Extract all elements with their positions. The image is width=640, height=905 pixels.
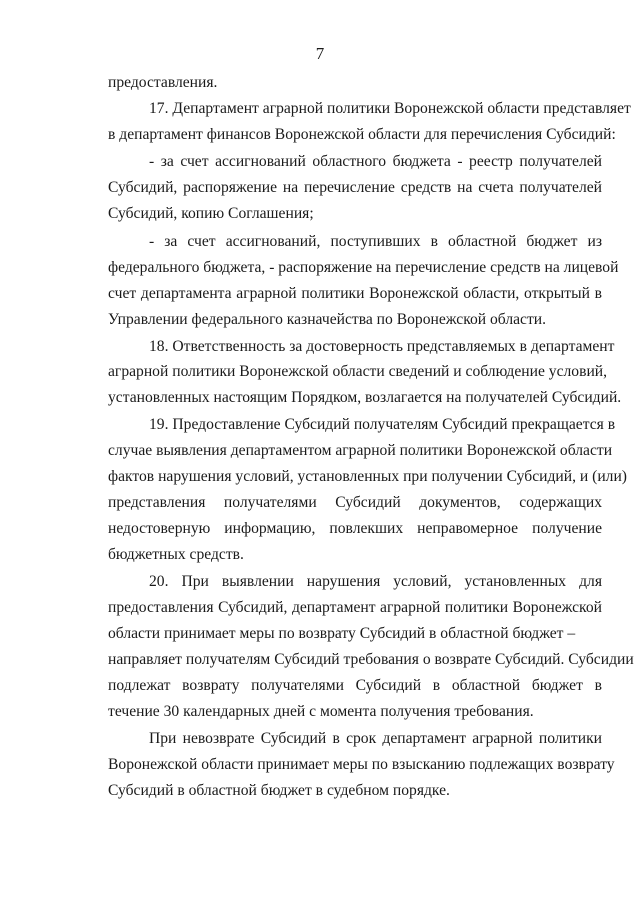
text-line: течение 30 календарных дней с момента получения требования. [108,703,534,720]
text-line: области принимает меры по возврату Субсидий в областной бюджет – [108,625,576,642]
text-line: установленных настоящим Порядком, возлагается на получателей Субсидий. [108,389,622,406]
bullet-item-line-1: - за счет ассигнований областного бюджета - реестр получателей [149,153,602,170]
paragraph-18-line-1: 18. Ответственность за достоверность представляемых в департамент [149,338,615,355]
paragraph-19-line-1: 19. Предоставление Субсидий получателям Субсидий прекращается в [149,416,616,433]
text-line: в департамент финансов Воронежской области для перечисления Субсидий: [108,126,616,143]
text-line: счет департамента аграрной политики Воронежской области, открытый в [108,285,602,302]
final-paragraph-line-1: При невозврате Субсидий в срок департамент аграрной политики [149,730,602,747]
text-line: Управлении федерального казначейства по Воронежской области. [108,311,547,328]
text-line: Субсидий, распоряжение на перечисление средств на счета получателей [108,179,602,196]
text-line: Субсидий, копию Соглашения; [108,205,314,222]
text-line: случае выявления департаментом аграрной политики Воронежской области [108,442,613,459]
text-line: Воронежской области принимает меры по взысканию подлежащих возврату [108,756,615,773]
page-number: 7 [315,44,325,63]
text-line: федерального бюджета, - распоряжение на перечисление средств на лицевой [108,259,619,276]
bullet-item-line-1: - за счет ассигнований, поступивших в областной бюджет из [149,233,602,250]
text-line: фактов нарушения условий, установленных при получении Субсидий, и (или) [108,468,627,485]
text-line: Субсидий в областной бюджет в судебном порядке. [108,782,450,799]
text-line: аграрной политики Воронежской области сведений и соблюдение условий, [108,363,608,380]
text-line: направляет получателям Субсидий требования о возврате Субсидий. Субсидии [108,651,634,668]
text-line: представления получателями Субсидий документов, содержащих [108,494,602,511]
text-line: бюджетных средств. [108,546,244,563]
text-line: подлежат возврату получателями Субсидий в областной бюджет в [108,677,602,694]
paragraph-20-line-1: 20. При выявлении нарушения условий, установленных для [149,573,602,590]
paragraph-17-line-1: 17. Департамент аграрной политики Воронежской области представляет [149,100,631,117]
text-line: предоставления. [108,74,218,91]
text-line: недостоверную информацию, повлекших неправомерное получение [108,520,602,537]
text-line: предоставления Субсидий, департамент аграрной политики Воронежской [108,599,602,616]
